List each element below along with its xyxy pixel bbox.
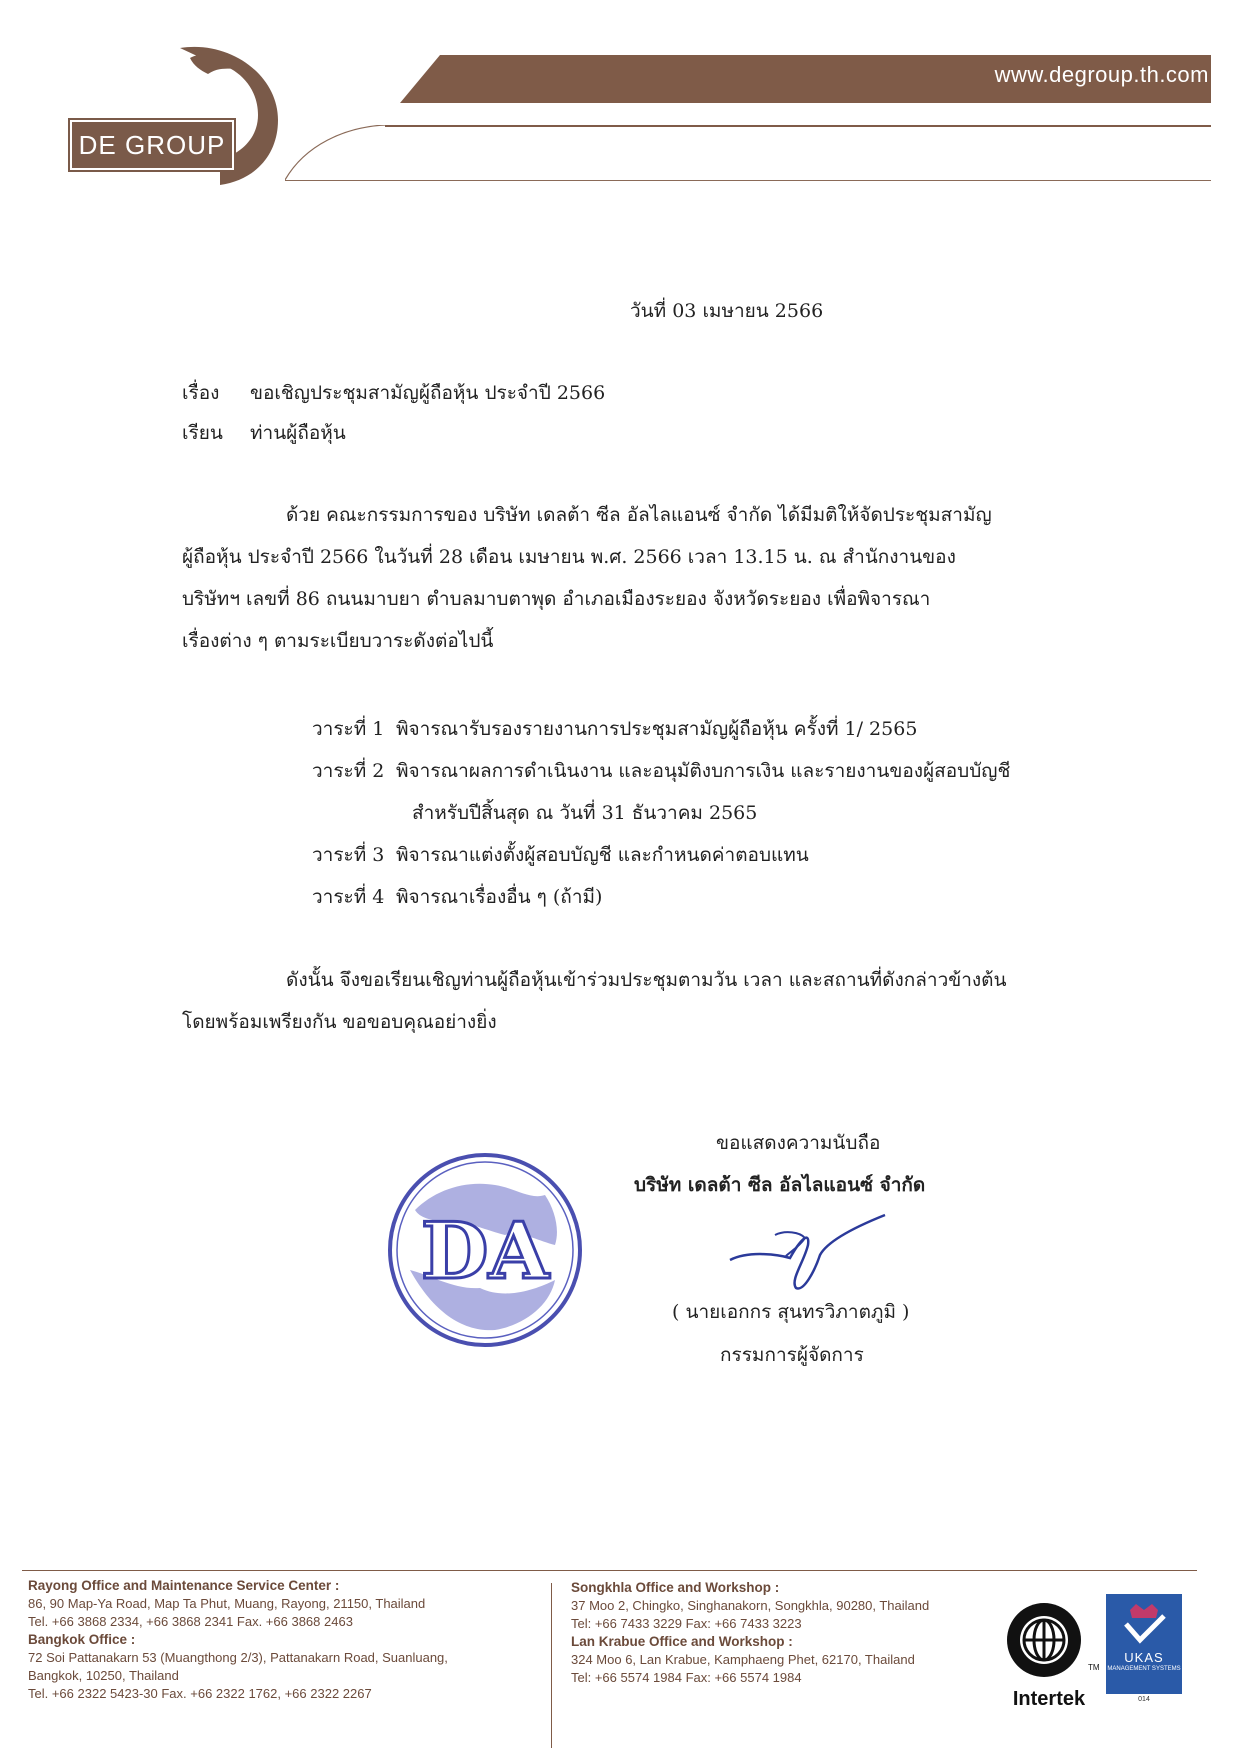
intertek-certification-icon (1004, 1600, 1084, 1680)
footer-rule (22, 1570, 1197, 1571)
ukas-label: UKAS (1124, 1650, 1164, 1665)
office-heading: Lan Krabue Office and Workshop : (571, 1634, 793, 1649)
ukas-number: 014 (1138, 1696, 1150, 1703)
agenda-item-no: วาระที่ 2 (312, 760, 385, 782)
conclusion-paragraph (182, 965, 1062, 1045)
letter-date: วันที่ 03 เมษายน 2566 (630, 300, 824, 322)
company-seal-icon (385, 1150, 585, 1350)
agenda-item-no: วาระที่ 1 (312, 718, 385, 740)
signature-icon (720, 1200, 900, 1300)
ukas-subtitle: MANAGEMENT SYSTEMS (1107, 1666, 1181, 1672)
office-phone-line: Tel: +66 7433 3229 Fax: +66 7433 3223 (571, 1616, 802, 1631)
office-phone-line: Tel. +66 3868 2334, +66 3868 2341 Fax. +66 3868 2463 (28, 1614, 353, 1629)
office-heading: Bangkok Office : (28, 1632, 136, 1647)
seal-monogram: DA (420, 1206, 550, 1297)
office-phone-line: Tel. +66 2322 5423-30 Fax. +66 2322 1762, +66 2322 2267 (28, 1686, 372, 1701)
footer-left-offices (28, 1578, 538, 1701)
header-rule-lower (285, 180, 1211, 181)
header-rule (385, 125, 1211, 127)
signer-title: กรรมการผู้จัดการ (720, 1344, 864, 1366)
body-paragraph (182, 500, 1062, 660)
ukas-crown-check-icon (1120, 1602, 1168, 1646)
intertek-label: Intertek (1012, 1688, 1086, 1710)
logo-text: DE GROUP (70, 120, 234, 170)
conclusion-line: ดังนั้น จึงขอเรียนเชิญท่านผู้ถือหุ้นเข้าร่วมประชุมตามวัน เวลา และสถานที่ดังกล่าวข้างต้น (286, 969, 1007, 991)
footer-divider (551, 1583, 552, 1748)
conclusion-line: โดยพร้อมเพรียงกัน ขอขอบคุณอย่างยิ่ง (182, 1011, 497, 1033)
office-address-line: 86, 90 Map-Ya Road, Map Ta Phut, Muang, Rayong, 21150, Thailand (28, 1596, 426, 1611)
office-address-line: 324 Moo 6, Lan Krabue, Kamphaeng Phet, 62170, Thailand (571, 1652, 915, 1667)
agenda-item-text: พิจารณาเรื่องอื่น ๆ (ถ้ามี) (396, 886, 603, 908)
closing-text: ขอแสดงความนับถือ (716, 1132, 881, 1154)
signer-name: ( นายเอกกร สุนทรวิภาตภูมิ ) (672, 1301, 910, 1323)
office-address-line: 72 Soi Pattanakarn 53 (Muangthong 2/3), Pattanakarn Road, Suanluang, (28, 1650, 448, 1665)
office-phone-line: Tel: +66 5574 1984 Fax: +66 5574 1984 (571, 1670, 802, 1685)
body-line: ด้วย คณะกรรมการของ บริษัท เดลต้า ซีล อัลไลแอนซ์ จำกัด ได้มีมติให้จัดประชุมสามัญ (286, 504, 992, 526)
office-address-line: Bangkok, 10250, Thailand (28, 1668, 179, 1683)
body-line: บริษัทฯ เลขที่ 86 ถนนมาบยา ตำบลมาบตาพุด อำเภอเมืองระยอง จังหวัดระยอง เพื่อพิจารณา (182, 588, 931, 610)
agenda-item-continuation: สำหรับปีสิ้นสุด ณ วันที่ 31 ธันวาคม 2565 (412, 802, 758, 824)
agenda-item-no: วาระที่ 4 (312, 886, 385, 908)
recipient-label: เรียน (182, 422, 223, 444)
agenda-item-text: พิจารณาผลการดำเนินงาน และอนุมัติงบการเงิน และรายงานของผู้สอบบัญชี (396, 760, 1011, 782)
agenda-item-no: วาระที่ 3 (312, 844, 385, 866)
header-bar-slant (400, 55, 440, 103)
office-heading: Songkhla Office and Workshop : (571, 1580, 780, 1595)
website-link[interactable]: www.degroup.th.com (994, 62, 1209, 87)
office-heading: Rayong Office and Maintenance Service Center : (28, 1578, 340, 1593)
ukas-badge (1106, 1594, 1182, 1694)
recipient-text: ท่านผู้ถือหุ้น (250, 422, 346, 444)
agenda-item-text: พิจารณาแต่งตั้งผู้สอบบัญชี และกำหนดค่าตอบแทน (396, 844, 809, 866)
header-curve (285, 125, 385, 181)
subject-label: เรื่อง (182, 382, 220, 404)
body-line: ผู้ถือหุ้น ประจำปี 2566 ในวันที่ 28 เดือน เมษายน พ.ศ. 2566 เวลา 13.15 น. ณ สำนักงานของ (182, 546, 956, 568)
body-line: เรื่องต่าง ๆ ตามระเบียบวาระดังต่อไปนี้ (182, 630, 494, 652)
footer-right-offices (571, 1580, 991, 1685)
office-address-line: 37 Moo 2, Chingko, Singhanakorn, Songkhla, 90280, Thailand (571, 1598, 930, 1613)
company-name: บริษัท เดลต้า ซีล อัลไลแอนซ์ จำกัด (634, 1174, 926, 1196)
trademark-mark: TM (1088, 1663, 1100, 1672)
agenda-list (312, 714, 1112, 914)
agenda-item-text: พิจารณารับรองรายงานการประชุมสามัญผู้ถือหุ้น ครั้งที่ 1/ 2565 (396, 718, 918, 740)
subject-text: ขอเชิญประชุมสามัญผู้ถือหุ้น ประจำปี 2566 (250, 382, 606, 404)
